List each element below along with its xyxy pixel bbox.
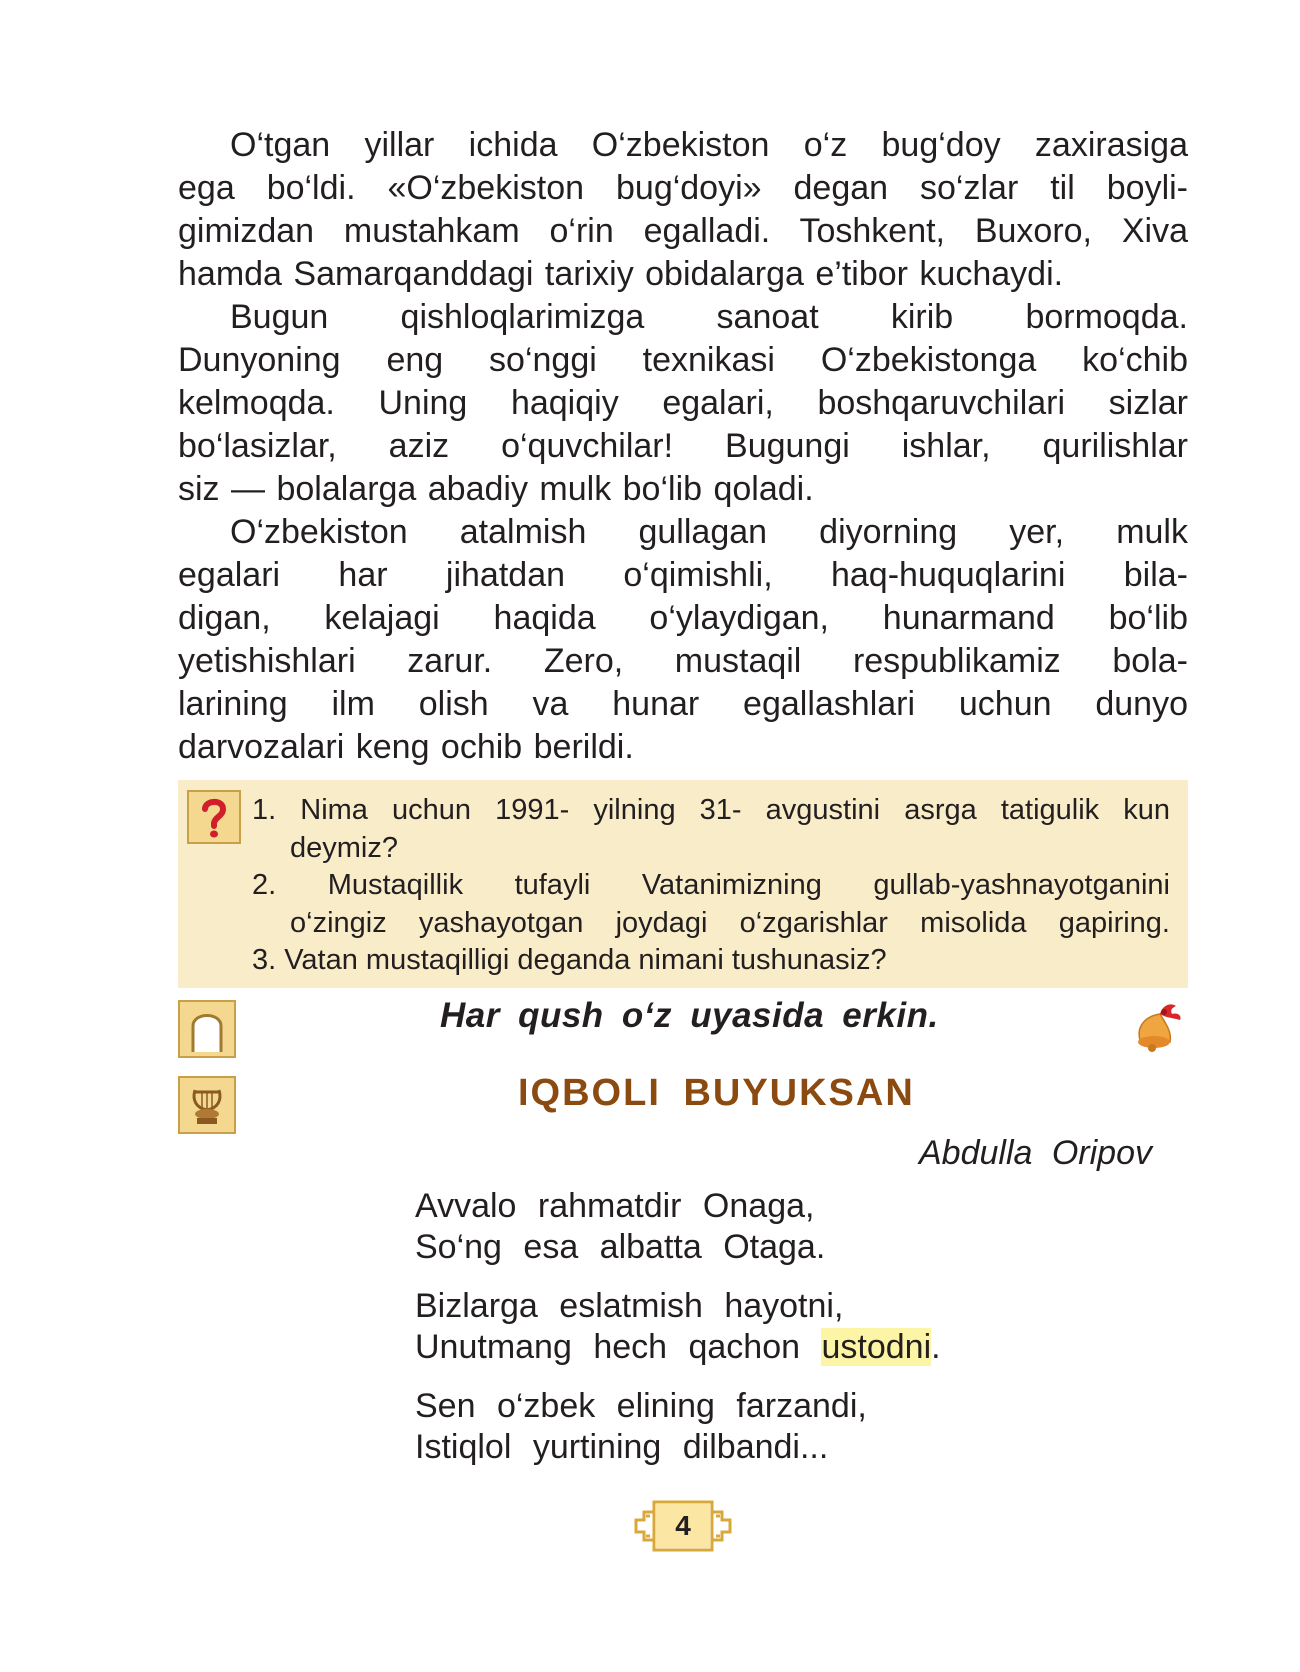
question-line: o‘zingiz yashayotgan joydagi o‘zgarishlar misolida gapiring. bbox=[290, 906, 1170, 939]
prose-line: Bugun qishloqlarimizga sanoat kirib bormoqda. bbox=[230, 298, 1188, 336]
poem-title: IQBOLI BUYUKSAN bbox=[518, 1072, 915, 1114]
page-number-badge bbox=[632, 1496, 734, 1556]
poem-line: Istiqlol yurtining dilbandi... bbox=[415, 1428, 829, 1466]
prose-line: larining ilm olish va hunar egallashlari uchun dunyo bbox=[178, 685, 1188, 723]
stanza bbox=[415, 1186, 941, 1268]
poem-line: Avvalo rahmatdir Onaga, bbox=[415, 1187, 815, 1225]
poem-line-text: Unutmang hech qachon bbox=[415, 1328, 822, 1366]
highlighted-word: ustodni bbox=[821, 1328, 932, 1366]
prose-line: digan, kelajagi haqida o‘ylaydigan, hunarmand bo‘lib bbox=[178, 599, 1188, 637]
lyre-icon bbox=[178, 1076, 236, 1134]
poem-line: So‘ng esa albatta Otaga. bbox=[415, 1228, 826, 1266]
prose-line: egalari har jihatdan o‘qimishli, haq-huquqlarini bila- bbox=[178, 556, 1188, 594]
prose-line: siz — bolalarga abadiy mulk bo‘lib qoladi. bbox=[178, 470, 814, 508]
stanza bbox=[415, 1286, 941, 1368]
question-line: deymiz? bbox=[290, 831, 398, 864]
prose-line: yetishishlari zarur. Zero, mustaqil respublikamiz bola- bbox=[178, 642, 1188, 680]
prose-line: ega bo‘ldi. «O‘zbekiston bug‘doyi» degan so‘zlar til boyli- bbox=[178, 169, 1188, 207]
poem-line bbox=[415, 1327, 941, 1368]
questions-box bbox=[178, 780, 1188, 988]
page-number: 4 bbox=[675, 1510, 691, 1541]
prose-text bbox=[178, 124, 1188, 769]
poem-author: Abdulla Oripov bbox=[918, 1134, 1152, 1172]
arch-icon bbox=[178, 1000, 236, 1058]
question-line: 1. Nima uchun 1991- yilning 31- avgustini asrga tatigulik kun bbox=[252, 794, 1170, 826]
proverb: Har qush o‘z uyasida erkin. bbox=[440, 996, 939, 1035]
prose-line: kelmoqda. Uning haqiqiy egalari, boshqaruvchilari sizlar bbox=[178, 384, 1188, 422]
stanza bbox=[415, 1386, 941, 1468]
prose-line: darvozalari keng ochib berildi. bbox=[178, 728, 634, 766]
question-list bbox=[252, 792, 1170, 980]
question-line: 2. Mustaqillik tufayli Vatanimizning gullab-yashnayotganini bbox=[252, 869, 1170, 901]
prose-line: O‘zbekiston atalmish gullagan diyorning yer, mulk bbox=[230, 513, 1188, 551]
poem-line: Sen o‘zbek elining farzandi, bbox=[415, 1387, 867, 1425]
prose-line: bo‘lasizlar, aziz o‘quvchilar! Bugungi ishlar, qurilishlar bbox=[178, 427, 1188, 465]
prose-line: gimizdan mustahkam o‘rin egalladi. Toshkent, Buxoro, Xiva bbox=[178, 212, 1188, 250]
poem-body bbox=[415, 1186, 941, 1486]
poem-line: Bizlarga eslatmish hayotni, bbox=[415, 1287, 844, 1325]
poem-line-punct: . bbox=[931, 1328, 941, 1366]
prose-line: Dunyoning eng so‘nggi texnikasi O‘zbekistonga ko‘chib bbox=[178, 341, 1188, 379]
prose-line: hamda Samarqanddagi tarixiy obidalarga e’tibor kuchaydi. bbox=[178, 255, 1064, 293]
question-mark-icon bbox=[187, 790, 241, 844]
prose-line: O‘tgan yillar ichida O‘zbekiston o‘z bug‘doy zaxirasiga bbox=[230, 126, 1188, 164]
bell-icon bbox=[1126, 996, 1188, 1063]
question-line: 3. Vatan mustaqilligi deganda nimani tushunasiz? bbox=[252, 944, 887, 976]
